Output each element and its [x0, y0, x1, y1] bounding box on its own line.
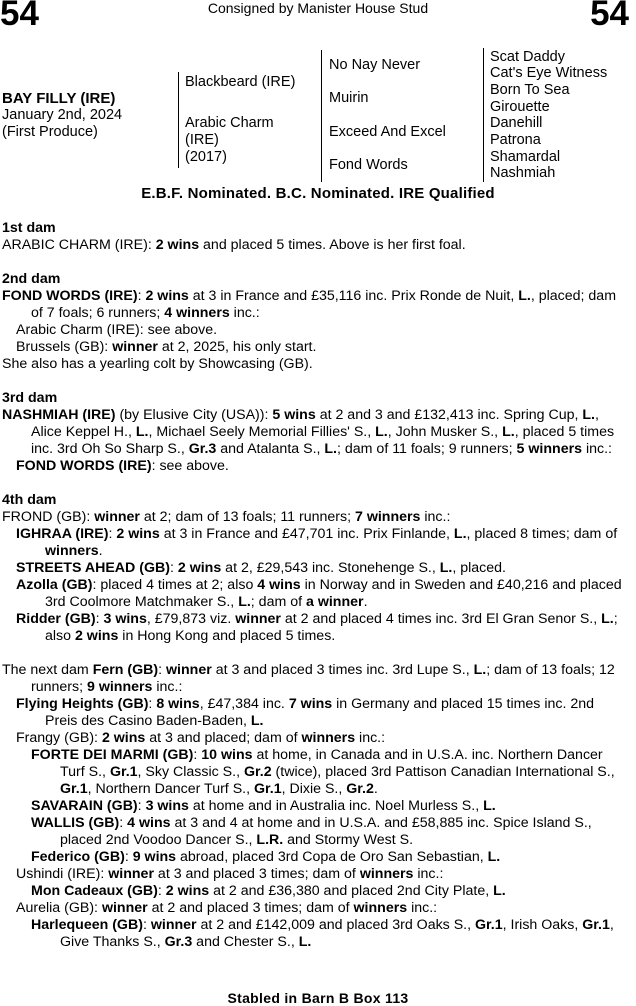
sdd: Girouette — [490, 99, 550, 115]
dam4-record: FROND (GB): winner at 2; dam of 13 foals; 11 runners; 7 winners inc.: — [2, 509, 451, 525]
stabling-info: Stabled in Barn B Box 113 — [227, 990, 409, 1006]
first-produce-note: (First Produce) — [2, 124, 98, 140]
sire-sire: No Nay Never — [329, 57, 421, 73]
produce-item: Arabic Charm (IRE): see above. — [16, 322, 218, 338]
sire: Blackbeard (IRE) — [185, 74, 296, 90]
pedigree-divider-3 — [483, 48, 484, 182]
produce-item: IGHRAA (IRE): 2 wins at 3 in France and £47,701 inc. Prix Finlande, L., placed 8 times; dam of winners. — [16, 526, 618, 559]
produce-item: Frangy (GB): 2 wins at 3 and placed; dam of winners inc.: — [16, 730, 386, 746]
foaling-date: January 2nd, 2024 — [2, 107, 123, 123]
pedigree-divider-1 — [178, 72, 179, 168]
section-heading-2nd-dam: 2nd dam — [2, 271, 61, 287]
dam-dam: Fond Words — [329, 157, 408, 173]
produce-item: Harlequeen (GB): winner at 2 and £142,009 and placed 3rd Oaks S., Gr.1, Irish Oaks, Gr.1, Give Thanks S., Gr.3 and Chester S., L. — [31, 917, 614, 950]
dam-sire: Exceed And Excel — [329, 124, 446, 140]
dam2-record: FOND WORDS (IRE): 2 wins at 3 in France and £35,116 inc. Prix Ronde de Nuit, L., placed; dam of 7 foals; 6 runners; 4 winners inc.: — [2, 288, 617, 321]
dam-line2: (IRE) — [185, 132, 219, 148]
sds: Born To Sea — [490, 82, 570, 98]
horse-name: BAY FILLY (IRE) — [2, 90, 116, 107]
sire-dam: Muirin — [329, 90, 369, 106]
produce-item: SAVARAIN (GB): 3 wins at home and in Australia inc. Noel Murless S., L. — [31, 798, 496, 814]
next-dam-record: The next dam Fern (GB): winner at 3 and placed 3 times inc. 3rd Lupe S., L.; dam of 13 foals; 12 runners; 9 winners inc.: — [2, 662, 615, 695]
produce-item: Mon Cadeaux (GB): 2 wins at 2 and £36,380 and placed 2nd City Plate, L. — [31, 883, 506, 899]
produce-item: Azolla (GB): placed 4 times at 2; also 4 wins in Norway and in Sweden and £40,216 and placed 3rd Coolmore Matchmaker S., L.; dam of a winner. — [16, 577, 622, 610]
dds: Shamardal — [490, 149, 561, 165]
produce-item: STREETS AHEAD (GB): 2 wins at 2, £29,543 inc. Stonehenge S., L., placed. — [16, 560, 506, 576]
produce-item: FORTE DEI MARMI (GB): 10 wins at home, in Canada and in U.S.A. inc. Northern Dancer Turf S., Gr.1, Sky Classic S., Gr.2 (twice), placed 3rd Pattison Canadian International S., Gr.1, Northern Dancer Turf S., Gr.1, Dixie S., Gr.2. — [31, 747, 615, 797]
produce-item: Ushindi (IRE): winner at 3 and placed 3 times; dam of winners inc.: — [16, 866, 444, 882]
produce-item: Brussels (GB): winner at 2, 2025, his only start. — [16, 339, 317, 355]
produce-item: FOND WORDS (IRE): see above. — [16, 458, 229, 474]
dsd: Patrona — [490, 132, 541, 148]
dam-year: (2017) — [185, 149, 227, 165]
lot-number-right: 54 — [590, 0, 629, 33]
consignor: Consigned by Manister House Stud — [207, 0, 429, 16]
pedigree-divider-2 — [321, 50, 322, 182]
produce-item: Ridder (GB): 3 wins, £79,873 viz. winner at 2 and placed 4 times inc. 3rd El Gran Senor S., L.; also 2 wins in Hong Kong and placed 5 times. — [16, 611, 618, 644]
dam1-record: ARABIC CHARM (IRE): 2 wins and placed 5 times. Above is her first foal. — [2, 237, 466, 253]
section-heading-3rd-dam: 3rd dam — [2, 390, 58, 406]
produce-item: Aurelia (GB): winner at 2 and placed 3 times; dam of winners inc.: — [16, 900, 438, 916]
produce-item: Flying Heights (GB): 8 wins, £47,384 inc. 7 wins in Germany and placed 15 times inc. 2nd Preis des Casino Baden-Baden, L. — [16, 696, 595, 729]
section-heading-1st-dam: 1st dam — [2, 220, 56, 236]
produce-note: She also has a yearling colt by Showcasing (GB). — [2, 356, 313, 372]
dam3-record: NASHMIAH (IRE) (by Elusive City (USA)): 5 wins at 2 and 3 and £132,413 inc. Spring Cup, L., Alice Keppel H., L., Michael Seely Memorial Fillies' S., L., John Musker S., L., placed 5 times inc. 3rd Oh So Sharp S., Gr.3 and Atalanta S., L.; dam of 11 foals; 9 runners; 5 winners inc.: — [2, 407, 615, 457]
produce-item: Federico (GB): 9 wins abroad, placed 3rd Copa de Oro San Sebastian, L. — [31, 849, 501, 865]
produce-item: WALLIS (GB): 4 wins at 3 and 4 at home and in U.S.A. and £58,885 inc. Spice Island S., placed 2nd Voodoo Dancer S., L.R. and Stormy West S. — [31, 815, 592, 848]
produce-record — [2, 220, 628, 951]
lot-number-left: 54 — [0, 0, 39, 33]
dss: Danehill — [490, 115, 543, 131]
section-heading-4th-dam: 4th dam — [2, 492, 57, 508]
ssd: Cat's Eye Witness — [490, 65, 608, 81]
dam-line1: Arabic Charm — [185, 115, 274, 131]
nominations: E.B.F. Nominated. B.C. Nominated. IRE Qualified — [141, 185, 495, 202]
sss: Scat Daddy — [490, 49, 565, 65]
ddd: Nashmiah — [490, 165, 556, 181]
